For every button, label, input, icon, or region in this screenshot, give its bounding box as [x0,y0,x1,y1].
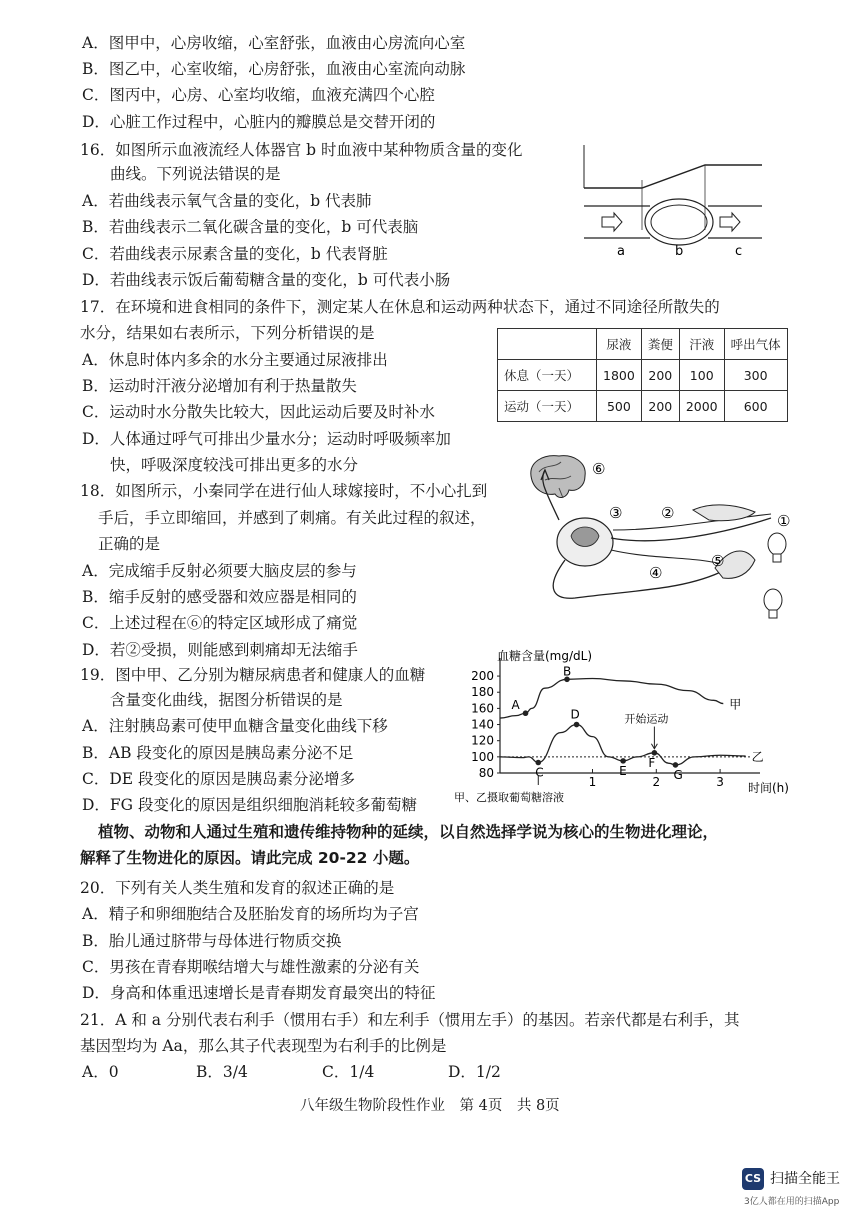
y-tick-label: 80 [478,766,494,780]
text-line: D．人体通过呼气可排出少量水分；运动时呼吸频率加 [82,430,451,448]
text-line: 基因型均为 Aa，那么其子代表现型为右利手的比例是 [80,1037,447,1055]
label-1: ① [777,512,791,530]
section-intro-line: 解释了生物进化的原因。请此完成 20-22 小题。 [80,849,420,867]
series-line-jia [500,679,723,719]
q21-option: B．3/4 [196,1063,248,1081]
data-point [620,758,626,764]
label-a: a [617,244,625,259]
text-line: 19．图中甲、乙分别为糖尿病患者和健康人的血糖 [80,666,426,684]
text-line: 18．如图所示，小秦同学在进行仙人球嫁接时，不小心扎到 [80,482,488,500]
text-line: C．上述过程在⑥的特定区域形成了痛觉 [82,614,358,632]
table-cell: 200 [641,360,679,391]
point-label: B [562,664,572,679]
text-line: D．心脏工作过程中，心脏内的瓣膜总是交替开闭的 [82,113,436,131]
data-point [673,762,679,768]
x-tick-label: 3 [716,775,724,789]
text-line: B．AB 段变化的原因是胰岛素分泌不足 [82,744,354,762]
table-header: 尿液 [597,329,642,360]
table-cell: 2000 [679,391,724,422]
text-line: 手后，手立即缩回，并感到了刺痛。有关此过程的叙述， [98,509,486,527]
text-line: 20．下列有关人类生殖和发育的叙述正确的是 [80,879,395,897]
text-line: B．胎儿通过脐带与母体进行物质交换 [82,932,342,950]
camscanner-slogan: 3亿人都在用的扫描App [744,1197,840,1207]
label-c: c [735,244,743,259]
text-line: A．若曲线表示氧气含量的变化，b 代表肺 [82,192,372,210]
text-line: C．运动时水分散失比较大，因此运动后要及时补水 [82,403,435,421]
spinal-cord-icon [557,518,613,566]
text-line: 17．在环境和进食相同的条件下，测定某人在休息和运动两种状态下，通过不同途径所散失的 [80,298,720,316]
label-b: b [675,244,684,259]
table-cell: 600 [724,391,787,422]
data-point [652,750,658,756]
table-header: 呼出气体 [724,329,787,360]
label-3: ③ [609,504,623,522]
point-label: G [673,767,683,782]
point-label: A [511,698,520,713]
camscanner-brand: 扫描全能王 [770,1171,840,1187]
text-line: D．若曲线表示饭后葡萄糖含量的变化，b 可代表小肠 [82,271,451,289]
text-line: A．精子和卵细胞结合及胚胎发育的场所均为子宫 [82,905,419,923]
point-label: D [570,707,580,722]
annotation-intake: 甲、乙摄取葡萄糖溶液 [454,791,564,804]
y-tick-label: 180 [471,685,494,700]
x-axis-label: 时间(h) [748,781,789,795]
table-cell: 500 [597,391,642,422]
table-cell: 休息（一天） [498,360,597,391]
figure-16-diagram [580,140,770,262]
label-4: ④ [649,564,663,582]
y-tick-label: 200 [471,669,494,684]
text-line: 正确的是 [98,535,161,553]
data-point [523,710,529,716]
text-line: 水分，结果如右表所示，下列分析错误的是 [80,324,375,342]
text-line: B．缩手反射的感受器和效应器是相同的 [82,588,357,606]
point-label: F [648,755,656,770]
point-label: E [619,763,627,778]
text-line: 含量变化曲线，据图分析错误的是 [110,691,343,709]
data-point [574,722,580,728]
series-label: 乙 [751,750,764,765]
label-6: ⑥ [592,460,606,478]
text-line: C．DE 段变化的原因是胰岛素分泌增多 [82,770,356,788]
text-line: C．若曲线表示尿素含量的变化，b 代表肾脏 [82,245,388,263]
q21-option: D．1/2 [448,1063,501,1081]
text-line: A．完成缩手反射必须要大脑皮层的参与 [82,562,357,580]
annotation-exercise: 开始运动 [624,712,669,726]
table-row [498,360,788,391]
text-line: B．运动时汗液分泌增加有利于热量散失 [82,377,357,395]
data-point [535,760,541,766]
point-label: C [535,765,544,780]
text-line: D．身高和体重迅速增长是青春期发育最突出的特征 [82,984,436,1002]
x-tick-label: 1 [588,775,597,789]
text-line: C．男孩在青春期喉结增大与雄性激素的分泌有关 [82,958,420,976]
label-5: ⑤ [711,552,725,570]
table-cell: 200 [641,391,679,422]
table-cell: 运动（一天） [498,391,597,422]
table-header-corner [498,329,597,360]
text-line: A．图甲中，心房收缩，心室舒张，血液由心房流向心室 [82,34,466,52]
y-tick-label: 120 [471,733,494,748]
text-line: A．注射胰岛素可使甲血糖含量变化曲线下移 [82,717,388,735]
text-line: 16．如图所示血液流经人体器官 b 时血液中某种物质含量的变化 [80,141,523,159]
q21-option: A．0 [82,1063,119,1081]
text-line: C．图丙中，心房、心室均收缩，血液充满四个心腔 [82,86,435,104]
camscanner-logo: CS [742,1168,764,1190]
y-tick-label: 160 [471,701,494,716]
table-row [498,391,788,422]
y-tick-label: 140 [471,717,494,732]
text-line: 曲线。下列说法错误的是 [110,165,281,183]
y-axis-label: 血糖含量(mg/dL) [497,649,593,663]
table-header: 粪便 [641,329,679,360]
y-tick-label: 100 [471,749,494,764]
table-cell: 1800 [597,360,642,391]
text-line: D．FG 段变化的原因是组织细胞消耗较多葡萄糖 [82,796,417,814]
blood-sugar-chart [452,646,792,816]
section-intro-line: 植物、动物和人通过生殖和遗传维持物种的延续，以自然选择学说为核心的生物进化理论， [98,823,719,841]
table-header: 汗液 [679,329,724,360]
page-footer: 八年级生物阶段性作业 第 4页 共 8页 [300,1098,560,1114]
table-cell: 100 [679,360,724,391]
label-2: ② [661,504,675,522]
brain-icon [531,456,585,498]
figure-18-reflex-diagram [515,450,805,630]
q21-option: C．1/4 [322,1063,375,1081]
series-label: 甲 [729,697,742,712]
water-loss-table [497,328,788,422]
text-line: D．若②受损，则能感到刺痛却无法缩手 [82,641,358,659]
table-cell: 300 [724,360,787,391]
cactus-icon [764,533,786,618]
text-line: B．图乙中，心室收缩，心房舒张，血液由心室流向动脉 [82,60,466,78]
x-tick-label: 2 [652,775,661,789]
text-line: 快，呼吸深度较浅可排出更多的水分 [110,456,359,474]
text-line: B．若曲线表示二氧化碳含量的变化，b 可代表脑 [82,218,419,236]
text-line: A．休息时体内多余的水分主要通过尿液排出 [82,351,388,369]
text-line: 21．A 和 a 分别代表右利手（惯用右手）和左利手（惯用左手）的基因。若亲代都是右利手，其 [80,1011,740,1029]
